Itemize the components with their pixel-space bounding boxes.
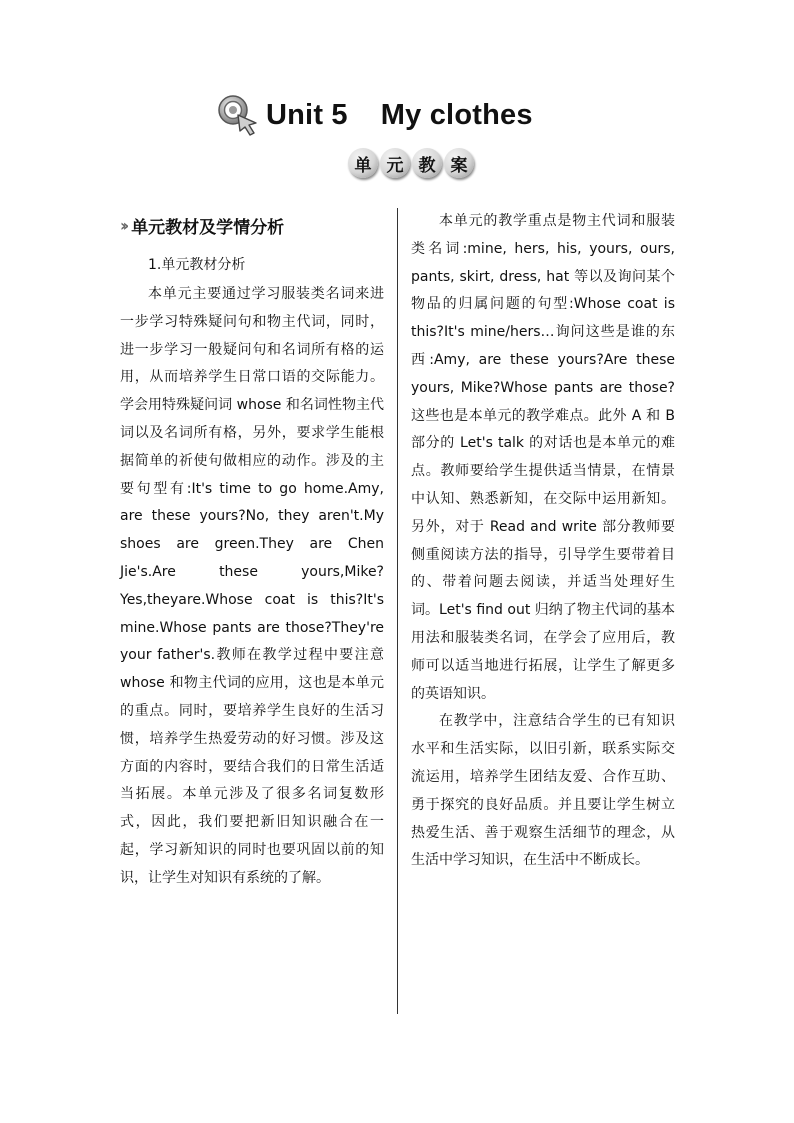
- badge-char: 教: [412, 148, 442, 178]
- key-points-paragraph: 本单元的教学重点是物主代词和服装类名词:mine, hers, his, yours, ours, pants, skirt, dress, hat 等以及询问某个物品的归属问题的句型:Whose coat is this?It's mine/hers…询问这些是谁的东西:Amy, are these yours?Are these yours, Mike?Whose pants are those?这些也是本单元的教学难点。此外 A 和 B 部分的 Let's talk 的对话也是本单元的难点。教师要给学生提供适当情景，在情景中认知、熟悉新知，在交际中运用新知。另外，对于 Read and write 部分教师要侧重阅读方法的指导，引导学生要带着目的、带着问题去阅读，并适当处理好生词。Let's find out 归纳了物主代词的基本用法和服装类名词，在学会了应用后，教师可以适当地进行拓展，让学生了解更多的英语知识。: [411, 213, 675, 702]
- section-heading: [120, 208, 384, 242]
- analysis-paragraph: 本单元主要通过学习服装类名词来进一步学习特殊疑问句和物主代词，同时，进一步学习一般疑问句和名词所有格的运用，从而培养学生日常口语的交际能力。学会用特殊疑问词 whose 和名词性物主代词以及名词所有格，另外，要求学生能根据简单的祈使句做相应的动作。涉及的主要句型有:It's time to go home.Amy, are these yours?No, they aren't.My shoes are green.They are Chen Jie's.Are these yours,Mike?Yes,theyare.Whose coat is this?It's mine.Whose pants are those?They're your father's.教师在教学过程中要注意 whose 和物主代词的应用，这也是本单元的重点。同时，要培养学生良好的生活习惯，培养学生热爱劳动的好习惯。涉及这方面的内容时，要结合我们的日常生活适当拓展。本单元涉及了很多名词复数形式，因此，我们要把新旧知识融合在一起，学习新知识的同时也要巩固以前的知识，让学生对知识有系统的了解。: [120, 286, 384, 886]
- right-column: [411, 208, 675, 875]
- magnifier-cursor-icon: [216, 93, 260, 137]
- badge-char: 元: [380, 148, 410, 178]
- badge-char: 单: [348, 148, 378, 178]
- column-divider: [397, 208, 398, 1014]
- title-row: [216, 92, 533, 138]
- left-column: [120, 208, 384, 893]
- double-chevron-icon: ››: [120, 215, 126, 235]
- unit-title: Unit 5 My clothes: [266, 98, 533, 131]
- section-heading-text: 单元教材及学情分析: [131, 217, 285, 238]
- teaching-notes-paragraph: 在教学中，注意结合学生的已有知识水平和生活实际，以旧引新，联系实际交流运用，培养学生团结友爱、合作互助、勇于探究的良好品质。并且要让学生树立热爱生活、善于观察生活细节的理念，从生活中学习知识，在生活中不断成长。: [411, 713, 675, 869]
- unit-plan-badges: [348, 148, 474, 178]
- subheading: 1.单元教材分析: [148, 257, 246, 273]
- badge-char: 案: [444, 148, 474, 178]
